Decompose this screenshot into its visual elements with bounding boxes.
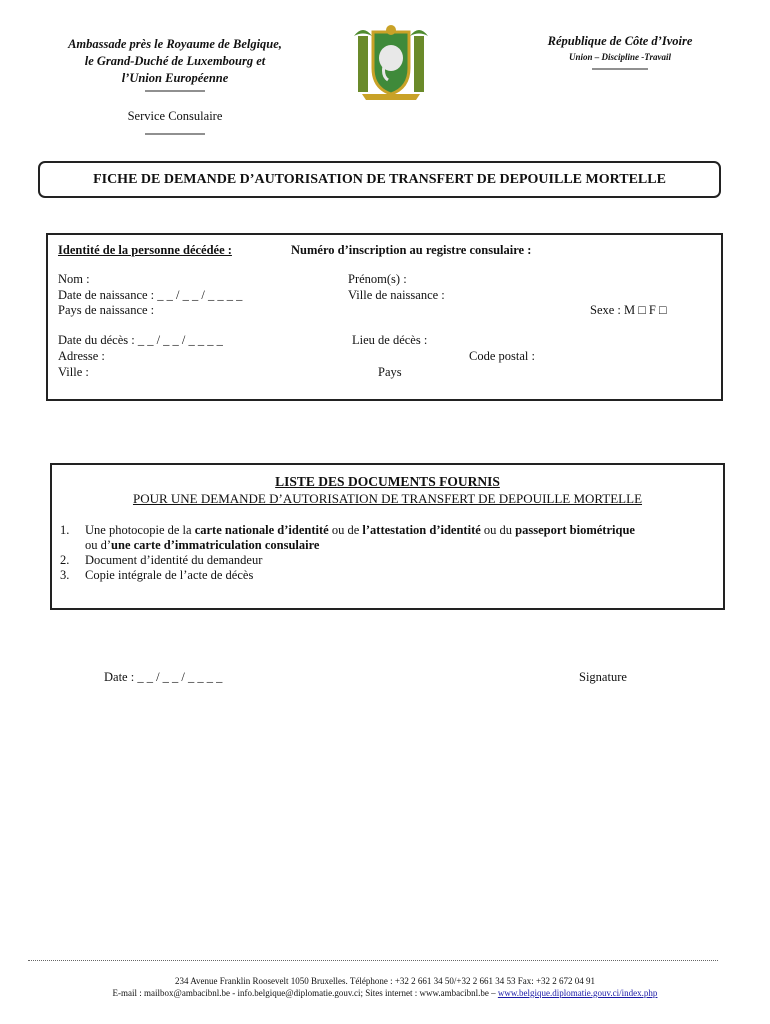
item-text: ou du	[480, 523, 516, 537]
city-field[interactable]: Ville :	[58, 365, 89, 379]
republic-rule	[592, 62, 648, 72]
registry-number-label: Numéro d’inscription au registre consulaire :	[291, 243, 532, 257]
list-item-text: Copie intégrale de l’acte de décès	[85, 568, 254, 582]
item-bold: carte nationale d’identité	[194, 523, 329, 537]
list-item	[60, 553, 720, 568]
nom-field[interactable]: Nom :	[58, 272, 90, 286]
item-bold: l’attestation d’identité	[362, 523, 481, 537]
birth-city-field[interactable]: Ville de naissance :	[348, 288, 445, 302]
footer-contact-text: E-mail : mailbox@ambacibnl.be - info.belgique@diplomatie.gouv.ci; Sites internet : www.ambacibnl.be –	[112, 988, 498, 998]
documents-section	[50, 463, 725, 610]
postal-code-field[interactable]: Code postal :	[469, 349, 535, 363]
identity-section	[46, 233, 723, 401]
website-link[interactable]: www.belgique.diplomatie.gouv.ci/index.php	[497, 988, 658, 998]
prenom-field[interactable]: Prénom(s) :	[348, 272, 407, 286]
item-text: ou d’	[85, 538, 112, 552]
embassy-line-3: l’Union Européenne	[121, 71, 229, 85]
item-bold: une carte d’immatriculation consulaire	[111, 538, 320, 552]
country-field[interactable]: Pays	[378, 365, 402, 379]
footer-address: 234 Avenue Franklin Roosevelt 1050 Bruxelles. Téléphone : +32 2 661 34 50/+32 2 661 34 53 Fax: +32 2 672 04 91	[174, 976, 596, 986]
list-number: 1.	[60, 523, 70, 537]
list-number: 2.	[60, 553, 70, 567]
address-field[interactable]: Adresse :	[58, 349, 105, 363]
list-item	[60, 523, 720, 553]
embassy-line-2: le Grand-Duché de Luxembourg et	[84, 54, 266, 68]
death-date-field[interactable]: Date du décès : _ _ / _ _ / _ _ _ _	[58, 333, 223, 347]
republic-name: République de Côte d’Ivoire	[547, 34, 693, 48]
death-place-field[interactable]: Lieu de décès :	[352, 333, 428, 347]
service-label: Service Consulaire	[127, 109, 223, 123]
list-item	[60, 568, 720, 583]
item-bold: passeport biométrique	[515, 523, 635, 537]
documents-list	[60, 523, 720, 583]
signature-field[interactable]: Signature	[579, 670, 627, 684]
list-item-text: Document d’identité du demandeur	[85, 553, 263, 567]
coat-of-arms-icon	[348, 22, 434, 102]
sex-checkboxes[interactable]: Sexe : M □ F □	[590, 303, 667, 317]
list-item-text	[85, 523, 635, 553]
service-rule	[145, 124, 205, 138]
item-text: ou de	[328, 523, 363, 537]
list-number: 3.	[60, 568, 70, 582]
item-text: Une photocopie de la	[85, 523, 195, 537]
identity-heading: Identité de la personne décédée :	[58, 243, 232, 257]
embassy-header	[40, 36, 310, 95]
birth-date-field[interactable]: Date de naissance : _ _ / _ _ / _ _ _ _	[58, 288, 243, 302]
date-field[interactable]: Date : _ _ / _ _ / _ _ _ _	[104, 670, 223, 684]
birth-country-field[interactable]: Pays de naissance :	[58, 303, 155, 317]
documents-title: LISTE DES DOCUMENTS FOURNIS	[275, 474, 500, 489]
embassy-line-1: Ambassade près le Royaume de Belgique,	[68, 37, 282, 51]
footer-contact	[20, 988, 750, 998]
form-title: FICHE DE DEMANDE D’AUTORISATION DE TRANSFERT DE DEPOUILLE MORTELLE	[38, 161, 721, 198]
footer-divider	[28, 960, 718, 961]
national-motto: Union – Discipline -Travail	[569, 52, 671, 62]
service-consulaire	[40, 109, 310, 138]
header-rule	[145, 87, 205, 95]
documents-subtitle: POUR UNE DEMANDE D’AUTORISATION DE TRANSFERT DE DEPOUILLE MORTELLE	[132, 491, 643, 506]
republic-header	[510, 34, 730, 72]
